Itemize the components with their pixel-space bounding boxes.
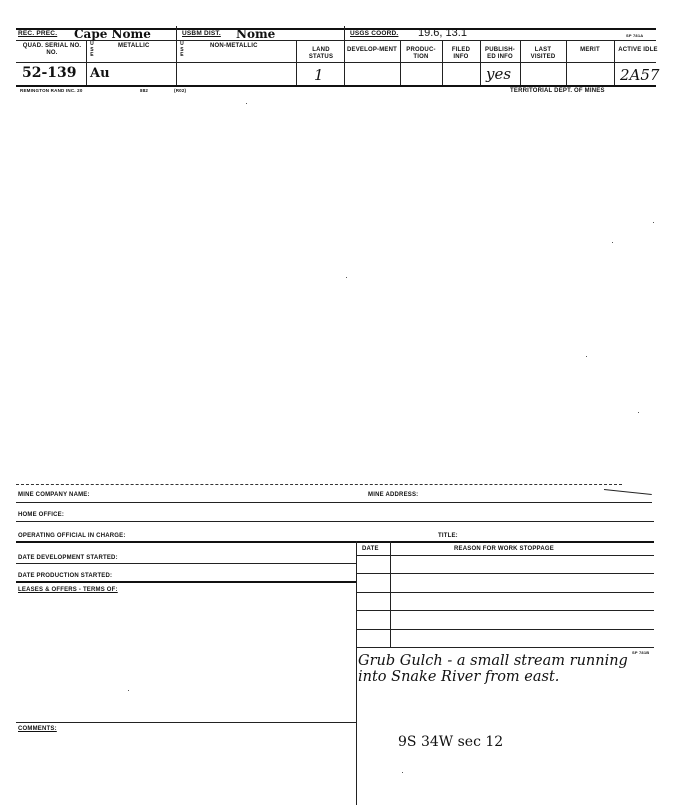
speck [246,103,247,104]
column-separator [520,40,521,85]
printer-code: 882 [140,88,149,93]
rule [16,521,654,522]
column-separator [86,40,87,85]
quad-serial-value: 52-139 [22,65,77,81]
reason-column-header: REASON FOR WORK STOPPAGE [454,546,554,552]
rule [356,610,654,611]
metallic-value: Au [90,66,110,81]
last-visited-header: LAST VISITED [530,47,556,60]
separator [176,26,177,40]
column-separator [480,40,481,85]
rule [16,563,356,564]
column-separator [566,40,567,85]
column-separator [614,40,615,85]
usbm-dist-label: USBM DIST. [182,30,221,37]
form-number-top: SP 781A [626,33,644,38]
date-production-label: DATE PRODUCTION STARTED: [18,573,113,579]
non-metallic-header: NON-METALLIC [210,43,258,49]
land-status-value: 1 [314,66,324,84]
mine-company-name-label: MINE COMPANY NAME: [18,492,90,498]
published-info-header: PUBLISH-ED INFO [485,47,515,60]
rule [356,629,654,630]
active-idle-header: ACTIVE IDLE [618,47,658,53]
home-office-label: HOME OFFICE: [18,512,65,518]
usbm-dist-value: Nome [236,27,276,41]
rule [16,502,652,503]
rec-prec-value: Cape Nome [74,27,151,41]
rule [16,722,356,723]
rule [356,555,654,556]
usgs-coord-value: 19.6, 13.1 [418,27,467,39]
printer-credit: REMINGTON RAND INC. 20 [20,88,83,93]
column-separator [296,40,297,85]
data-row-bottom-rule [16,85,656,87]
speck [612,242,613,243]
land-status-header: LAND STATUS [308,47,334,60]
filed-info-header: FILED INFO [451,47,471,60]
handwritten-location: 9S 34W sec 12 [398,734,504,750]
metallic-header: METALLIC [118,43,150,49]
use-nonmetallic-prefix: U S E [180,41,184,58]
handwritten-note-line-2: into Snake River from east. [358,669,560,685]
development-header: DEVELOP-MENT [346,47,398,53]
column-separator [344,40,345,85]
date-column-border [390,541,391,647]
active-idle-value: 2A57 [620,66,660,84]
card-top-edge [16,484,622,485]
published-info-value: yes [486,65,512,83]
usgs-coord-label: USGS COORD. [350,30,399,37]
header-row-bottom-rule [16,62,656,63]
column-separator [176,40,177,85]
rule [16,581,356,583]
column-separator [442,40,443,85]
speck [653,222,654,223]
production-header: PRODUC-TION [406,47,436,60]
title-label: TITLE: [438,533,458,539]
comments-label: COMMENTS: [18,726,57,732]
rule [16,541,654,543]
speck [638,412,639,413]
separator [344,26,345,40]
speck [586,356,587,357]
issuing-department: TERRITORIAL DEPT. OF MINES [510,88,605,94]
column-separator [400,40,401,85]
table-left-border [356,541,357,805]
leases-offers-label: LEASES & OFFERS - TERMS OF: [18,587,118,593]
use-metallic-prefix: U S E [90,41,94,58]
handwritten-note-line-1: Grub Gulch - a small stream running [358,653,628,669]
rule [356,592,654,593]
quad-serial-header: QUAD. SERIAL NO. NO. [22,43,82,56]
speck [402,772,403,773]
rule [356,647,654,648]
speck [128,690,129,691]
rule [356,573,654,574]
mine-address-label: MINE ADDRESS: [368,492,419,498]
speck [346,277,347,278]
form-number-bottom: SP 781B [632,650,650,655]
merit-header: MERIT [580,47,600,53]
date-development-label: DATE DEVELOPMENT STARTED: [18,555,118,561]
operating-official-label: OPERATING OFFICIAL IN CHARGE: [18,533,126,539]
card-corner-mark [604,489,652,495]
printer-code-2: (R02) [174,88,187,93]
date-column-header: DATE [362,546,379,552]
rec-prec-label: REC. PREC. [18,30,58,37]
